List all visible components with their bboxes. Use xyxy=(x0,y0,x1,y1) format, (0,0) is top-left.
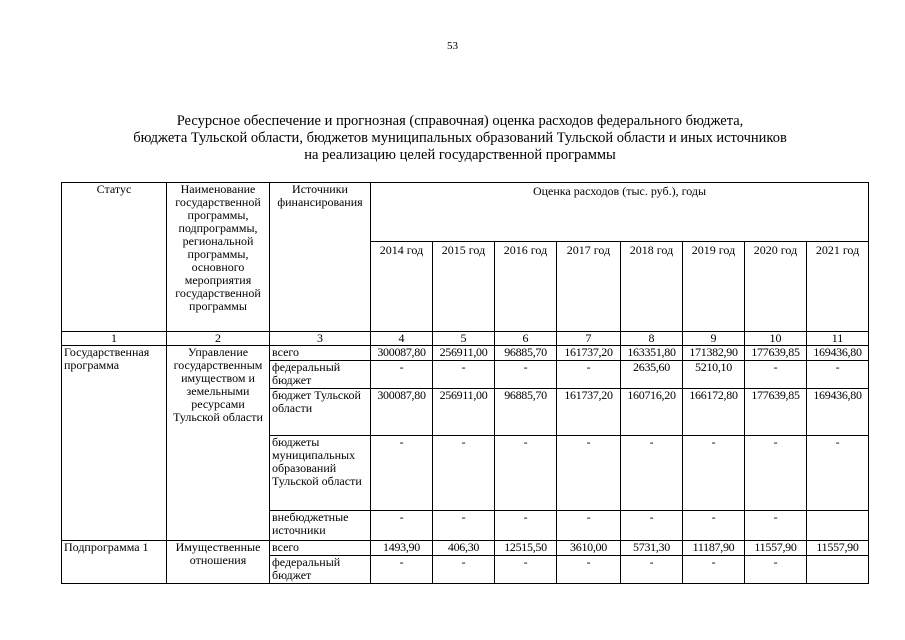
value-cell: 11557,90 xyxy=(807,541,869,556)
value-cell: 163351,80 xyxy=(621,346,683,361)
value-cell: - xyxy=(807,436,869,511)
value-cell: 171382,90 xyxy=(683,346,745,361)
header-year: 2015 год xyxy=(433,242,495,332)
title-line-2: бюджета Тульской области, бюджетов муниципальных образований Тульской области и иных источников xyxy=(133,130,787,146)
column-number: 3 xyxy=(270,332,371,346)
value-cell: 256911,00 xyxy=(433,346,495,361)
value-cell: 169436,80 xyxy=(807,389,869,436)
column-number: 7 xyxy=(557,332,621,346)
value-cell: - xyxy=(621,436,683,511)
value-cell: - xyxy=(807,361,869,389)
value-cell: 300087,80 xyxy=(371,346,433,361)
block-status: Государственная программа xyxy=(62,346,167,541)
header-year: 2018 год xyxy=(621,242,683,332)
value-cell: - xyxy=(557,361,621,389)
document-title xyxy=(90,113,830,164)
source-label: бюджеты муниципальных образований Тульской области xyxy=(270,436,371,511)
value-cell: 161737,20 xyxy=(557,389,621,436)
value-cell: - xyxy=(495,361,557,389)
value-cell xyxy=(807,556,869,584)
value-cell: 169436,80 xyxy=(807,346,869,361)
value-cell: 161737,20 xyxy=(557,346,621,361)
column-number: 4 xyxy=(371,332,433,346)
header-year: 2014 год xyxy=(371,242,433,332)
value-cell: - xyxy=(621,511,683,541)
value-cell: 5210,10 xyxy=(683,361,745,389)
value-cell: 5731,30 xyxy=(621,541,683,556)
header-year: 2020 год xyxy=(745,242,807,332)
value-cell: - xyxy=(495,556,557,584)
table-row xyxy=(62,541,869,556)
page-number: 53 xyxy=(447,40,458,52)
value-cell: 300087,80 xyxy=(371,389,433,436)
value-cell: 177639,85 xyxy=(745,389,807,436)
value-cell: - xyxy=(683,436,745,511)
block-status: Подпрограмма 1 xyxy=(62,541,167,584)
value-cell: 406,30 xyxy=(433,541,495,556)
value-cell: - xyxy=(745,361,807,389)
block-name: Имущественные отношения xyxy=(167,541,270,584)
value-cell: 177639,85 xyxy=(745,346,807,361)
value-cell: 11187,90 xyxy=(683,541,745,556)
column-number: 11 xyxy=(807,332,869,346)
value-cell: 256911,00 xyxy=(433,389,495,436)
header-name: Наименование государственной программы, подпрограммы, региональной программы, основного мероприятия государственной программы xyxy=(167,183,270,332)
header-status: Статус xyxy=(62,183,167,332)
column-number: 5 xyxy=(433,332,495,346)
header-estimate: Оценка расходов (тыс. руб.), годы xyxy=(371,183,869,242)
value-cell: - xyxy=(371,361,433,389)
header-sources: Источники финансирования xyxy=(270,183,371,332)
value-cell: - xyxy=(495,436,557,511)
value-cell: 3610,00 xyxy=(557,541,621,556)
block-name: Управление государственным имуществом и земельными ресурсами Тульской области xyxy=(167,346,270,541)
value-cell: 160716,20 xyxy=(621,389,683,436)
source-label: внебюджетные источники xyxy=(270,511,371,541)
value-cell: 96885,70 xyxy=(495,389,557,436)
value-cell: - xyxy=(745,511,807,541)
value-cell: - xyxy=(557,511,621,541)
budget-table xyxy=(61,182,869,584)
column-number: 10 xyxy=(745,332,807,346)
value-cell: - xyxy=(371,556,433,584)
value-cell: - xyxy=(557,556,621,584)
value-cell: - xyxy=(371,436,433,511)
title-line-1: Ресурсное обеспечение и прогнозная (справочная) оценка расходов федерального бюджета, xyxy=(176,113,744,129)
column-number: 9 xyxy=(683,332,745,346)
column-number: 8 xyxy=(621,332,683,346)
value-cell: - xyxy=(557,436,621,511)
source-label: всего xyxy=(270,541,371,556)
header-row xyxy=(62,183,869,242)
source-label: федеральный бюджет xyxy=(270,361,371,389)
table-row xyxy=(62,346,869,361)
value-cell: - xyxy=(371,511,433,541)
value-cell xyxy=(807,511,869,541)
value-cell: 96885,70 xyxy=(495,346,557,361)
header-year: 2016 год xyxy=(495,242,557,332)
value-cell: - xyxy=(683,556,745,584)
value-cell: 166172,80 xyxy=(683,389,745,436)
value-cell: - xyxy=(495,511,557,541)
value-cell: - xyxy=(621,556,683,584)
column-number-row xyxy=(62,332,869,346)
header-year: 2019 год xyxy=(683,242,745,332)
value-cell: - xyxy=(745,556,807,584)
value-cell: - xyxy=(433,556,495,584)
source-label: федеральный бюджет xyxy=(270,556,371,584)
value-cell: 11557,90 xyxy=(745,541,807,556)
column-number: 1 xyxy=(62,332,167,346)
header-year: 2017 год xyxy=(557,242,621,332)
value-cell: - xyxy=(433,511,495,541)
source-label: всего xyxy=(270,346,371,361)
value-cell: 1493,90 xyxy=(371,541,433,556)
value-cell: 2635,60 xyxy=(621,361,683,389)
source-label: бюджет Тульской области xyxy=(270,389,371,436)
value-cell: - xyxy=(745,436,807,511)
column-number: 2 xyxy=(167,332,270,346)
value-cell: - xyxy=(433,436,495,511)
title-line-3: на реализацию целей государственной программы xyxy=(304,147,616,163)
value-cell: - xyxy=(433,361,495,389)
value-cell: - xyxy=(683,511,745,541)
header-year: 2021 год xyxy=(807,242,869,332)
column-number: 6 xyxy=(495,332,557,346)
value-cell: 12515,50 xyxy=(495,541,557,556)
